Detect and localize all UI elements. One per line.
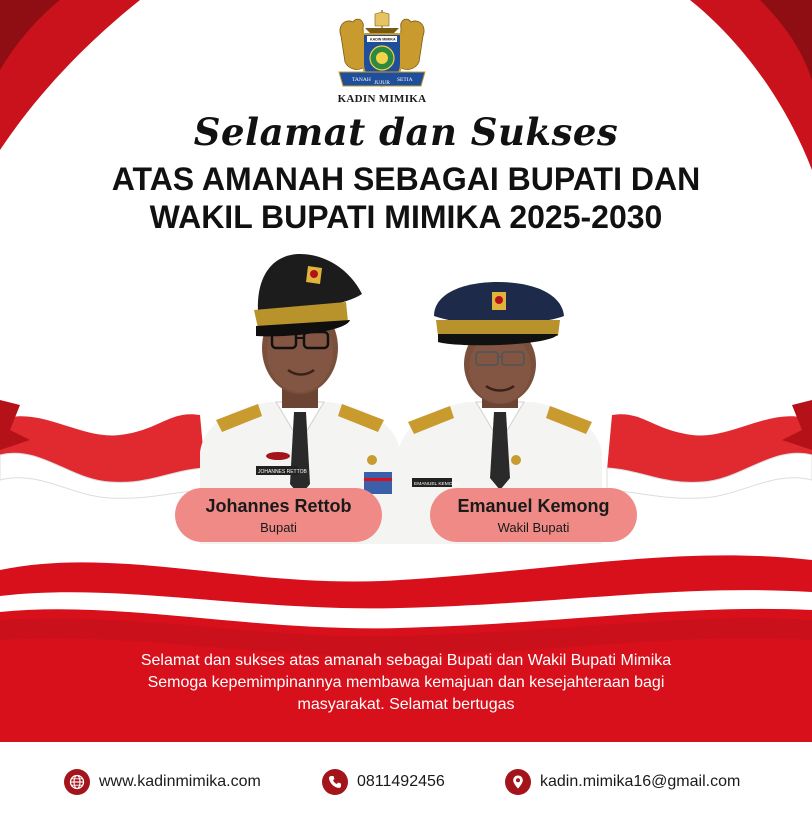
- kadin-mimika-logo: [335, 6, 429, 106]
- bupati-name-card: [175, 488, 382, 542]
- bupati-name: Johannes Rettob: [205, 496, 352, 516]
- logo-banner-mid: JUJUR: [374, 80, 390, 86]
- wakil-bupati-name-tag: EMANUEL KEMONG: [414, 482, 460, 487]
- logo-caption: KADIN MIMIKA: [337, 93, 427, 105]
- globe-icon: [64, 769, 90, 795]
- wakil-bupati-name: Emanuel Kemong: [457, 496, 610, 516]
- message-line-3: masyarakat. Selamat bertugas: [297, 696, 515, 713]
- congratulation-message: [60, 650, 752, 716]
- location-pin-icon: [505, 769, 531, 795]
- message-line-2: Semoga kepemimpinannya membawa kemajuan dan kesejahteraan bagi: [147, 674, 665, 691]
- wakil-bupati-role: Wakil Bupati: [497, 520, 570, 535]
- phone-number[interactable]: 0811492456: [357, 773, 445, 790]
- headline-line-1: ATAS AMANAH SEBAGAI BUPATI DAN: [111, 161, 701, 197]
- website-link[interactable]: www.kadinmimika.com: [99, 773, 261, 790]
- bupati-name-tag: JOHANNES RETTOB: [258, 469, 307, 475]
- phone-contact[interactable]: [322, 768, 445, 796]
- headline: [0, 160, 812, 236]
- email-contact[interactable]: [505, 768, 740, 796]
- logo-banner-right: SETIA: [397, 77, 413, 83]
- logo-banner-left: TANAH: [352, 77, 371, 83]
- message-line-1: Selamat dan sukses atas amanah sebagai Bupati dan Wakil Bupati Mimika: [140, 652, 672, 669]
- logo-shield-text: KADIN MIMIKA: [370, 37, 396, 42]
- headline-line-2: WAKIL BUPATI MIMIKA 2025-2030: [149, 199, 663, 235]
- wakil-bupati-name-card: [430, 488, 637, 542]
- bupati-role: Bupati: [260, 520, 297, 535]
- website-contact[interactable]: [64, 768, 261, 796]
- script-title: Selamat dan Sukses: [193, 110, 619, 154]
- phone-icon: [322, 769, 348, 795]
- email-address[interactable]: kadin.mimika16@gmail.com: [540, 773, 741, 790]
